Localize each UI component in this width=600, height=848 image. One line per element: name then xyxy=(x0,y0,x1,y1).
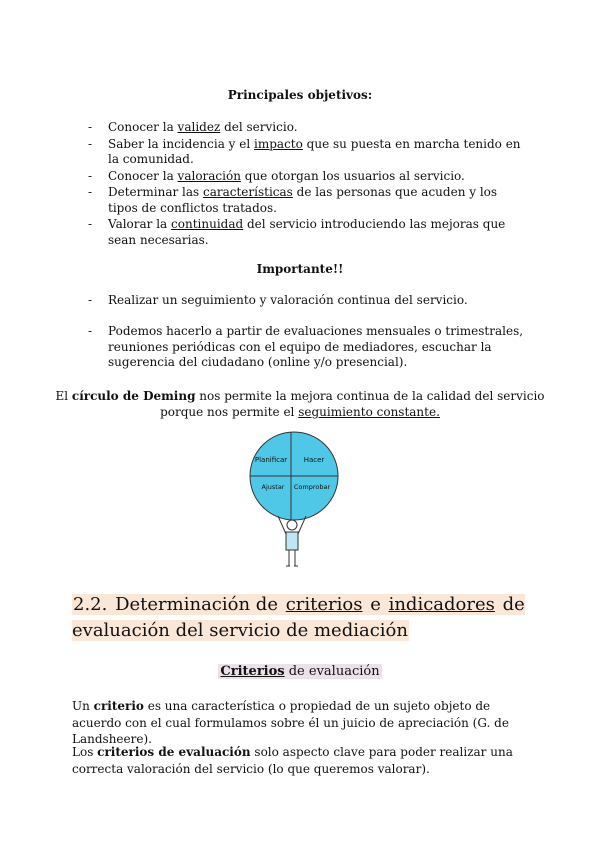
section-title-keyword: criterios xyxy=(285,594,363,615)
item-text: Conocer la xyxy=(108,120,178,134)
person-holding-circle-icon xyxy=(278,516,306,566)
section-number: 2.2. xyxy=(73,594,108,615)
list-item xyxy=(88,169,528,185)
section-title-keyword: indicadores xyxy=(388,594,495,615)
deming-text: El xyxy=(55,389,72,403)
item-text: de las personas que acuden y los tipos de conflictos tratados. xyxy=(108,185,498,215)
item-keyword: valoración xyxy=(177,168,241,183)
list-item xyxy=(88,185,528,216)
item-text: del servicio. xyxy=(220,120,298,134)
para-text: Un xyxy=(72,699,94,713)
list-item xyxy=(88,137,528,168)
para-bold: criterio xyxy=(93,699,144,713)
section-title-text: Determinación de xyxy=(109,594,284,615)
para-text: es una característica o propiedad de un sujeto objeto de acuerdo con el cual formulamos sobre él un juicio de apreciación (G. de Landsheere). xyxy=(72,699,509,746)
item-keyword: impacto xyxy=(254,136,303,151)
deming-text: nos permite la mejora continua de la calidad del servicio porque nos permite el xyxy=(160,389,545,419)
item-keyword: validez xyxy=(177,120,221,134)
criteria-heading-text: de evaluación xyxy=(284,664,380,679)
item-text: Determinar las xyxy=(108,185,203,199)
criteria-heading xyxy=(0,664,600,679)
list-item xyxy=(88,120,528,136)
deming-bold: círculo de Deming xyxy=(71,389,196,403)
quadrant-planificar: Planificar xyxy=(254,456,288,464)
section-title xyxy=(72,592,542,644)
item-keyword: continuidad xyxy=(171,217,244,231)
deming-circle-figure xyxy=(244,424,344,574)
item-text: del servicio introduciendo las mejoras que sean necesarias. xyxy=(108,217,506,247)
quadrant-ajustar: Ajustar xyxy=(261,483,285,491)
section-title-text: de evaluación del servicio de mediación xyxy=(72,594,525,641)
objectives-heading: Principales objetivos: xyxy=(227,88,373,102)
item-text: que su puesta en marcha tenido en la comunidad. xyxy=(108,136,521,166)
important-heading: Importante!! xyxy=(256,262,344,276)
deming-underline: seguimiento constante. xyxy=(298,405,440,419)
list-item xyxy=(88,217,528,248)
criteria-heading-keyword: Criterios xyxy=(220,664,285,679)
list-item: - Podemos hacerlo a partir de evaluaciones mensuales o trimestrales, reuniones periódicas con el equipo de mediadores, escuchar la sugerencia del ciudadano (online y/o presencial). xyxy=(88,324,528,371)
item-keyword: características xyxy=(203,185,293,199)
criteria-evaluation-definition xyxy=(72,744,532,777)
para-text: Los xyxy=(72,745,98,759)
item-text: Conocer la xyxy=(108,168,178,183)
quadrant-hacer: Hacer xyxy=(303,456,325,464)
para-text: solo aspecto clave para poder realizar una correcta valoración del servicio (lo que queremos valorar). xyxy=(72,745,513,776)
important-list xyxy=(88,293,528,310)
para-bold: criterios de evaluación xyxy=(97,745,251,759)
section-title-text: e xyxy=(364,594,387,615)
item-text: Saber la incidencia y el xyxy=(108,136,255,151)
list-item: - Realizar un seguimiento y valoración continua del servicio. xyxy=(88,293,528,309)
important-list-2 xyxy=(88,324,528,372)
item-text: que otorgan los usuarios al servicio. xyxy=(240,168,465,183)
quadrant-comprobar: Comprobar xyxy=(293,483,331,491)
criterion-definition xyxy=(72,698,532,748)
objectives-list xyxy=(88,120,528,249)
deming-paragraph xyxy=(40,388,560,420)
item-text: Valorar la xyxy=(108,217,172,231)
